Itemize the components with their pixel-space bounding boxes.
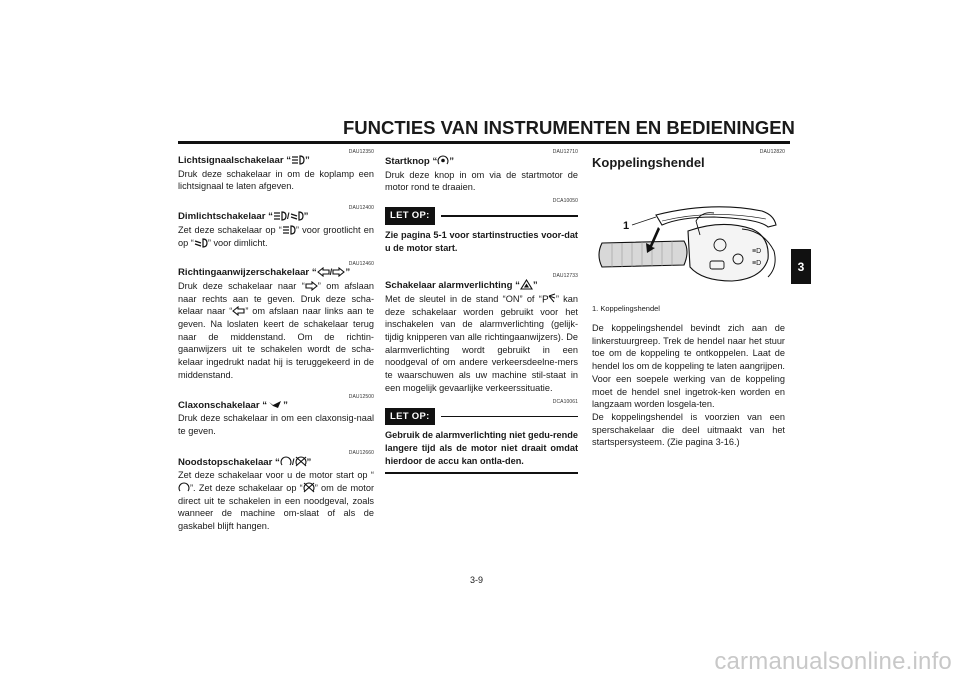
turn-right-icon: [332, 267, 345, 277]
low-beam-icon: [194, 238, 208, 248]
horn-icon: [267, 400, 283, 410]
notice-rule: [441, 215, 578, 217]
notice-bar: [385, 408, 578, 426]
notice-text: Zie pagina 5-1 voor startinstructies voor-dat u de motor start.: [385, 229, 578, 253]
high-beam-icon: [273, 211, 287, 221]
section-code: DAU12350: [348, 149, 374, 155]
section-title-start-button: Startknop “ ”: [385, 156, 455, 167]
section-code: DAU12710: [552, 149, 578, 155]
section-body: Zet deze schakelaar op “ ” voor grootlicht en op “ ” voor dimlicht.: [178, 224, 374, 248]
clutch-lever-figure: [592, 181, 785, 296]
section-code: DAU12400: [348, 205, 374, 212]
section-title-headlight-flasher: Lichtsignaalschakelaar “ ”: [178, 155, 310, 166]
svg-text:P: P: [541, 294, 549, 304]
section-code: DAU12733: [552, 273, 578, 280]
section-body: Zet deze schakelaar voor u de motor start op “”. Zet deze schakelaar op “ ” om de motor direct uit te schakelen in een noodgeval, zoals wanneer de machine om-slaat of als de gaskabel blijft hangen.: [178, 470, 375, 532]
section-code: DAU12460: [348, 261, 374, 268]
engine-stop-icon: [303, 482, 315, 493]
section-title-hazard-switch: Schakelaar alarmverlichting “ ”: [385, 280, 538, 292]
low-beam-icon: [290, 211, 304, 221]
section-body: Druk deze knop in om via de startmotor de motor rond te draaien.: [385, 169, 578, 193]
warning-code: DCA10050: [552, 198, 578, 205]
engine-stop-icon: [295, 456, 307, 467]
notice-label: LET OP:: [385, 207, 435, 225]
section-body: De koppelingshendel bevindt zich aan de linkerstuurgreep. Trek de hendel naar het stuur toe om de koppeling te ontkoppelen. Laat de hendel los om de koppeling te laten aangrijpen. Voor een soepele werking van de koppeling moet de hendel snel ingetrok-ken worden en langzaam worden losgela-ten. De koppelingshendel is voorzien van een sperschakelaar die deel uitmaakt van het startspersysteem. (Zie pagina 3-16.): [592, 323, 785, 448]
section-code: DAU12500: [348, 393, 374, 400]
column-middle: [385, 149, 578, 474]
notice-text: Gebruik de alarmverlichting niet gedu-rende langere tijd als de motor niet draait omdat hierdoor de accu kan ontla-den.: [385, 430, 578, 466]
engine-run-icon: [178, 482, 190, 493]
notice-bar: [385, 207, 578, 225]
section-title-horn-switch: Claxonschakelaar “ ”: [178, 399, 288, 411]
high-beam-icon: [282, 225, 296, 235]
high-beam-icon: [291, 155, 305, 165]
notice-label: LET OP:: [385, 408, 435, 426]
column-left: [178, 149, 374, 533]
section-code: DAU12820: [759, 149, 785, 155]
chapter-tab: 3: [791, 249, 811, 284]
turn-left-icon: [317, 267, 330, 277]
watermark: carmanualsonline.info: [714, 648, 952, 675]
warning-code: DCA10061: [552, 398, 578, 405]
section-body: Druk deze schakelaar in om een claxonsig-naal te geven.: [178, 413, 374, 436]
column-right: [592, 149, 785, 449]
turn-right-icon: [305, 281, 318, 291]
notice-end-rule: [385, 472, 578, 474]
hazard-icon: [520, 279, 533, 290]
section-body: Druk deze schakelaar naar “ ” om afslaan naar rechts aan te geven. Druk deze scha-kelaar naar “ ” om afslaan naar links aan te geven. Na loslaten keert de schakelaar terug naar de middenstand. Om de richtin-gaanwijzers uit te schakelen wordt de scha-kelaar ingedrukt nadat hij is teruggekeerd in de middenstand.: [178, 280, 375, 380]
parking-key-icon: [542, 293, 556, 304]
svg-text:≡D: ≡D: [752, 260, 762, 267]
header-rule: [178, 141, 790, 144]
figure-callout-1: 1: [623, 220, 630, 232]
notice-rule: [441, 416, 578, 418]
page-header-title: FUNCTIES VAN INSTRUMENTEN EN BEDIENINGEN: [343, 117, 795, 138]
turn-left-icon: [232, 306, 245, 316]
section-body: Met de sleutel in de stand “ON” of “ P ” kan deze schakelaar worden gebruikt voor het inschakelen van de alarmverlichting (gelijk-tijdig knipperen van alle richtingaanwijzers). De alarmverlichting wordt gebruikt in een noodgeval of om andere verkeersdeelne-mers te waarschuwen als uw machine stil-staat in een mogelijk gevaarlijke verkeerssituatie.: [385, 293, 578, 393]
starter-icon: [437, 155, 449, 166]
svg-text:≡D: ≡D: [752, 248, 762, 255]
engine-run-icon: [280, 456, 292, 467]
section-title-engine-stop-switch: Noodstopschakelaar “ / ”: [178, 456, 312, 468]
section-body: Druk deze schakelaar in om de koplamp een lichtsignaal te laten afgeven.: [178, 168, 374, 192]
section-code: DAU12660: [348, 449, 374, 456]
section-title-turn-signal-switch: Richtingaanwijzerschakelaar “ / ”: [178, 267, 351, 279]
figure-caption: 1. Koppelingshendel: [592, 304, 660, 313]
section-title-clutch-lever: Koppelingshendel: [592, 155, 705, 170]
page-number: 3-9: [470, 575, 484, 585]
section-title-dimmer-switch: Dimlichtschakelaar “ / ”: [178, 211, 309, 223]
